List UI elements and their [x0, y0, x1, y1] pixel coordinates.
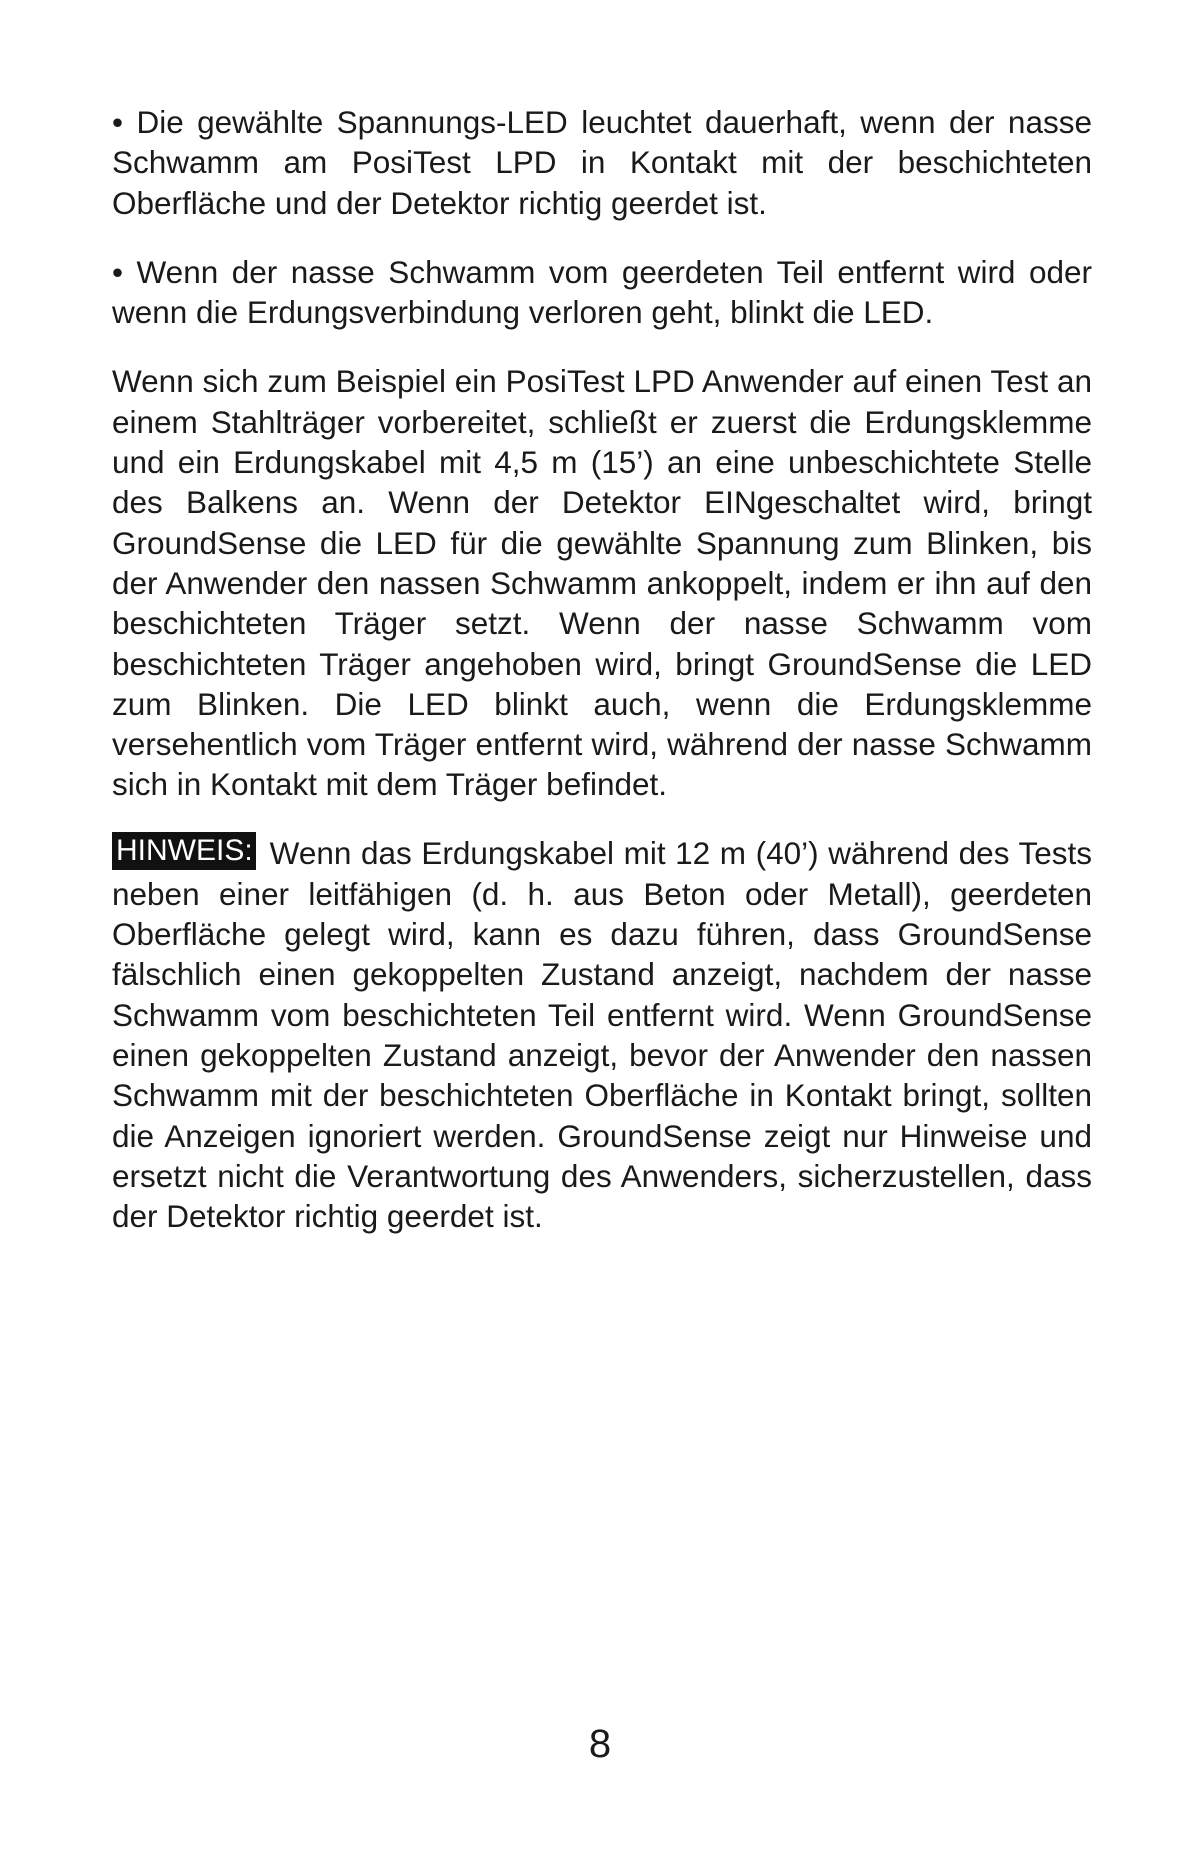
note-label-badge: HINWEIS:	[112, 832, 256, 870]
note-paragraph	[112, 833, 1092, 1237]
page-content	[112, 102, 1092, 1236]
bullet-paragraph-led-steady: • Die gewählte Spannungs-LED leuchtet dauerhaft, wenn der nasse Schwamm am PosiTest LPD in Kontakt mit der beschichteten Oberfläche und der Detektor richtig geerdet ist.	[112, 104, 1092, 221]
note-text: Wenn das Erdungskabel mit 12 m (40’) während des Tests neben einer leitfähigen (d. h. aus Beton oder Metall), geerdeten Oberfläche gelegt wird, kann es dazu führen, dass GroundSense fälschlich einen gekoppelten Zustand anzeigt, nachdem der nasse Schwamm vom beschichteten Teil entfernt wird. Wenn GroundSense einen gekoppelten Zustand anzeigt, bevor der Anwender den nassen Schwamm mit der beschichteten Oberfläche in Kontakt bringt, sollten die Anzeigen ignoriert werden. GroundSense zeigt nur Hinweise und ersetzt nicht die Verantwortung des Anwenders, sicherzustellen, dass der Detektor richtig geerdet ist.	[112, 834, 1092, 1235]
bullet-paragraph-led-blinks: • Wenn der nasse Schwamm vom geerdeten Teil entfernt wird oder wenn die Erdungsverbindung verloren geht, blinkt die LED.	[112, 253, 1092, 331]
example-paragraph: Wenn sich zum Beispiel ein PosiTest LPD Anwender auf einen Test an einem Stahlträger vorbereitet, schließt er zuerst die Erdungsklemme und ein Erdungskabel mit 4,5 m (15’) an eine unbeschichtete Stelle des Balkens an. Wenn der Detektor EINgeschaltet wird, bringt GroundSense die LED für die gewählte Spannung zum Blinken, bis der Anwender den nassen Schwamm ankoppelt, indem er ihn auf den beschichteten Träger setzt. Wenn der nasse Schwamm vom beschichteten Träger angehoben wird, bringt GroundSense die LED zum Blinken. Die LED blinkt auch, wenn die Erdungsklemme versehentlich vom Träger entfernt wird, während der nasse Schwamm sich in Kontakt mit dem Träger befindet.	[112, 363, 1092, 803]
page-number: 8	[588, 1722, 612, 1766]
